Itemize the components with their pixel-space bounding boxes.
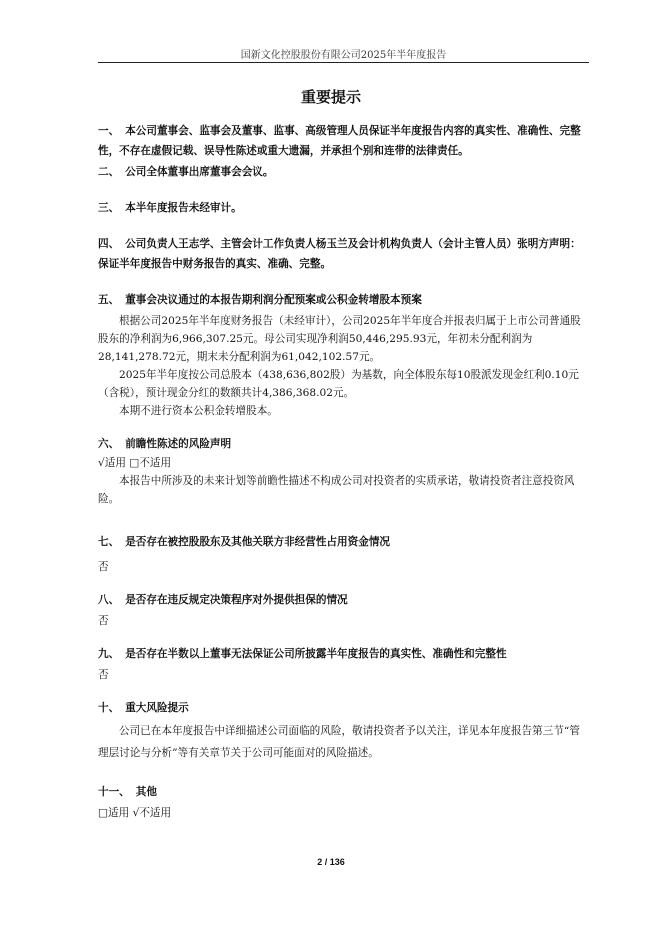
applicability-choice: √适用 □不适用 (98, 457, 172, 469)
header-rule (98, 62, 589, 63)
section-3 (98, 198, 589, 218)
dividend-paragraph: 2025年半年度按公司总股本（438,636,802股）为基数，向全体股东每10股派发现金红利0.10元（含税），预计现金分红的数额共计4,386,368.02元。 (98, 369, 579, 399)
section-text: 前瞻性陈述的风险声明 (125, 438, 232, 450)
section-number: 九、 (98, 648, 120, 660)
section-text: 董事会决议通过的本报告期利润分配预案或公积金转增股本预案 (125, 294, 422, 306)
section-number: 十一、 (98, 786, 130, 798)
section-number: 二、 (98, 166, 120, 178)
section-7 (98, 532, 589, 552)
section-text: 是否存在违反规定决策程序对外提供担保的情况 (125, 594, 348, 606)
section-4 (98, 234, 589, 274)
profit-paragraph: 根据公司2025年半年度财务报告（未经审计），公司2025年半年度合并报表归属于上市公司普通股股东的净利润为6,966,307.25元。母公司实现净利润50,446,295.93元，年初未分配利润为28,141,278.72元，期末未分配利润为61,042,102.57元。 (98, 315, 581, 363)
section-text: 其他 (135, 786, 157, 798)
section-number: 七、 (98, 536, 120, 548)
answer-text: 否 (98, 615, 109, 627)
answer-text: 否 (98, 669, 109, 681)
section-number: 六、 (98, 438, 120, 450)
section-text: 公司负责人王志学、主管会计工作负责人杨玉兰及会计机构负责人（会计主管人员）张明方声明：保证半年度报告中财务报告的真实、准确、完整。 (98, 238, 581, 270)
document-body (98, 121, 589, 822)
section-text: 重大风险提示 (125, 702, 189, 714)
section-number: 四、 (98, 238, 120, 250)
section-6 (98, 434, 589, 454)
applicability-choice: □适用 √不适用 (98, 807, 172, 819)
section-5 (98, 290, 589, 310)
section-9 (98, 644, 589, 664)
section-11 (98, 782, 589, 802)
section-text: 公司全体董事出席董事会会议。 (125, 166, 274, 178)
section-10 (98, 698, 589, 718)
answer-text: 否 (98, 561, 109, 573)
section-text: 是否存在被控股股东及其他关联方非经营性占用资金情况 (125, 536, 391, 548)
page-header: 国新文化控股股份有限公司2025年半年度报告 (240, 50, 447, 61)
section-number: 三、 (98, 202, 120, 214)
page-number: 2 / 136 (317, 857, 345, 867)
capital-reserve-paragraph: 本期不进行资本公积金转增股本。 (119, 405, 278, 417)
section-text: 是否存在半数以上董事无法保证公司所披露半年度报告的真实性、准确性和完整性 (125, 648, 507, 660)
section-8 (98, 590, 589, 610)
forward-looking-paragraph: 本报告中所涉及的未来计划等前瞻性描述不构成公司对投资者的实质承诺，敬请投资者注意投资风险。 (98, 475, 575, 505)
page-title: 重要提示 (300, 88, 361, 106)
section-number: 十、 (98, 702, 120, 714)
section-2 (98, 162, 589, 182)
risk-paragraph: 公司已在本年度报告中详细描述公司面临的风险，敬请投资者予以关注，详见本年度报告第三节“管理层讨论与分析”等有关章节关于公司可能面对的风险描述。 (98, 725, 580, 759)
section-number: 八、 (98, 594, 120, 606)
section-number: 一、 (98, 125, 120, 137)
section-1 (98, 121, 589, 161)
section-text: 本半年度报告未经审计。 (125, 202, 242, 214)
section-number: 五、 (98, 294, 120, 306)
section-text: 本公司董事会、监事会及董事、监事、高级管理人员保证半年度报告内容的真实性、准确性、完整性，不存在虚假记载、误导性陈述或重大遗漏，并承担个别和连带的法律责任。 (98, 125, 581, 157)
